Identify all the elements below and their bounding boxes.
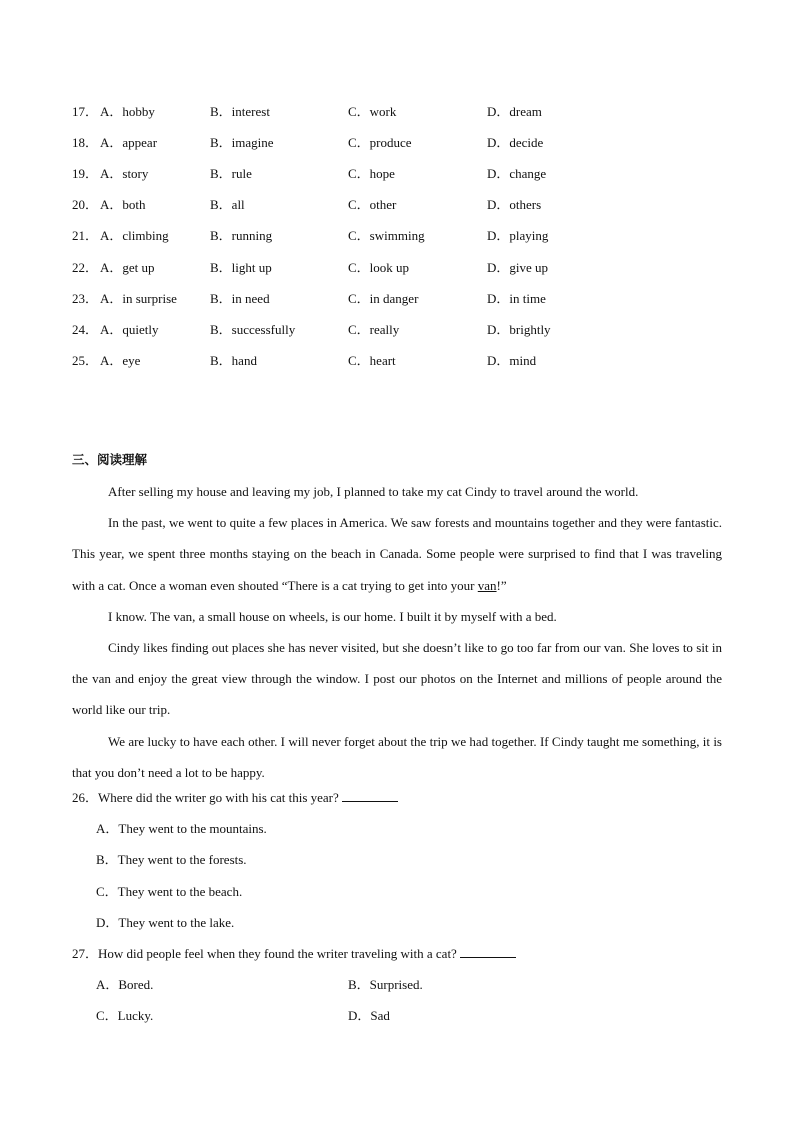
choice-row xyxy=(72,351,722,371)
question-number: 24． xyxy=(72,321,99,337)
question-27-option-a[interactable]: A．Bored. xyxy=(96,977,154,992)
question-number: 25． xyxy=(72,352,99,368)
question-26-stem xyxy=(72,788,398,808)
option-b[interactable]: B．rule xyxy=(210,166,252,182)
passage-paragraph: We are lucky to have each other. I will never forget about the trip we had together. If Cindy taught me something, it is that you don’t need a lot to be happy. xyxy=(72,733,722,780)
question-number: 21． xyxy=(72,228,99,244)
choice-row xyxy=(72,289,722,309)
passage-text: In the past, we went to quite a few places in America. We saw forests and mountains together and they were fantastic. This year, we spent three months staying on the beach in Canada. Some people were surprised to find that I was traveling with a cat. Once a woman even shouted “There is a cat trying to get into your xyxy=(72,515,722,593)
passage-paragraph: Cindy likes finding out places she has never visited, but she doesn’t like to go too far from our van. She loves to sit in the van and enjoy the great view through the window. I post our photos on the Internet and millions of people around the world like our trip. xyxy=(72,640,722,718)
choice-row xyxy=(72,226,722,246)
question-number: 20． xyxy=(72,197,99,213)
option-d[interactable]: D．mind xyxy=(487,352,537,368)
question-26-option-c[interactable]: C．They went to the beach. xyxy=(96,884,243,899)
option-b[interactable]: B．hand xyxy=(210,352,257,368)
option-b[interactable]: B．light up xyxy=(210,259,272,275)
option-a[interactable]: A．hobby xyxy=(100,104,155,119)
option-b[interactable]: B．running xyxy=(210,228,273,244)
option-c[interactable]: C．produce xyxy=(348,135,412,151)
question-27-option-c[interactable]: C．Lucky. xyxy=(96,1008,154,1023)
section-heading: 三、阅读理解 xyxy=(72,452,148,467)
question-text: 27．How did people feel when they found the writer traveling with a cat? xyxy=(72,946,457,961)
passage-text: !” xyxy=(496,577,507,593)
option-c[interactable]: C．in danger xyxy=(348,290,419,306)
option-b[interactable]: B．in need xyxy=(210,290,270,306)
question-27-option-d[interactable]: D．Sad xyxy=(348,1008,390,1023)
option-a[interactable]: A．get up xyxy=(100,259,155,275)
option-d[interactable]: D．dream xyxy=(487,104,542,119)
option-a[interactable]: A．story xyxy=(100,166,149,182)
question-26-option-d[interactable]: D．They went to the lake. xyxy=(96,915,235,930)
question-text: 26．Where did the writer go with his cat this year? xyxy=(72,790,339,805)
option-c[interactable]: C．heart xyxy=(348,352,396,368)
option-a[interactable]: A．both xyxy=(100,197,146,213)
choice-row xyxy=(72,133,722,153)
underlined-word: van xyxy=(477,577,497,593)
choice-row xyxy=(72,258,722,278)
option-b[interactable]: B．imagine xyxy=(210,135,274,151)
choice-row xyxy=(72,320,722,340)
option-a[interactable]: A．quietly xyxy=(100,321,159,337)
option-d[interactable]: D．in time xyxy=(487,290,546,306)
answer-blank[interactable] xyxy=(342,789,398,802)
reading-passage xyxy=(72,476,722,788)
option-b[interactable]: B．interest xyxy=(210,104,270,119)
option-a[interactable]: A．eye xyxy=(100,352,141,368)
passage-paragraph xyxy=(72,507,722,601)
option-d[interactable]: D．change xyxy=(487,166,547,182)
option-a[interactable]: A．climbing xyxy=(100,228,169,244)
option-d[interactable]: D．decide xyxy=(487,135,544,151)
option-d[interactable]: D．playing xyxy=(487,228,549,244)
question-number: 22． xyxy=(72,259,99,275)
question-26-option-a[interactable]: A．They went to the mountains. xyxy=(96,821,267,836)
question-27-stem xyxy=(72,944,516,964)
choice-row xyxy=(72,102,722,122)
question-number: 19． xyxy=(72,166,99,182)
passage-paragraph: After selling my house and leaving my job, I planned to take my cat Cindy to travel around the world. xyxy=(108,484,639,499)
answer-blank[interactable] xyxy=(460,945,516,958)
option-c[interactable]: C．look up xyxy=(348,259,410,275)
choice-row xyxy=(72,164,722,184)
option-c[interactable]: C．other xyxy=(348,197,397,213)
option-a[interactable]: A．appear xyxy=(100,135,158,151)
question-number: 23． xyxy=(72,290,99,306)
option-d[interactable]: D．give up xyxy=(487,259,549,275)
option-c[interactable]: C．swimming xyxy=(348,228,425,244)
question-26-option-b[interactable]: B．They went to the forests. xyxy=(96,852,247,867)
option-c[interactable]: C．really xyxy=(348,321,400,337)
option-a[interactable]: A．in surprise xyxy=(100,290,177,306)
option-b[interactable]: B．all xyxy=(210,197,245,213)
option-c[interactable]: C．work xyxy=(348,104,397,119)
option-d[interactable]: D．others xyxy=(487,197,542,213)
question-number: 18． xyxy=(72,135,99,151)
option-d[interactable]: D．brightly xyxy=(487,321,551,337)
passage-paragraph: I know. The van, a small house on wheels, is our home. I built it by myself with a bed. xyxy=(108,608,557,624)
question-number: 17． xyxy=(72,104,99,119)
option-b[interactable]: B．successfully xyxy=(210,321,296,337)
question-27-option-b[interactable]: B．Surprised. xyxy=(348,977,423,992)
option-c[interactable]: C．hope xyxy=(348,166,395,182)
choice-row xyxy=(72,195,722,215)
